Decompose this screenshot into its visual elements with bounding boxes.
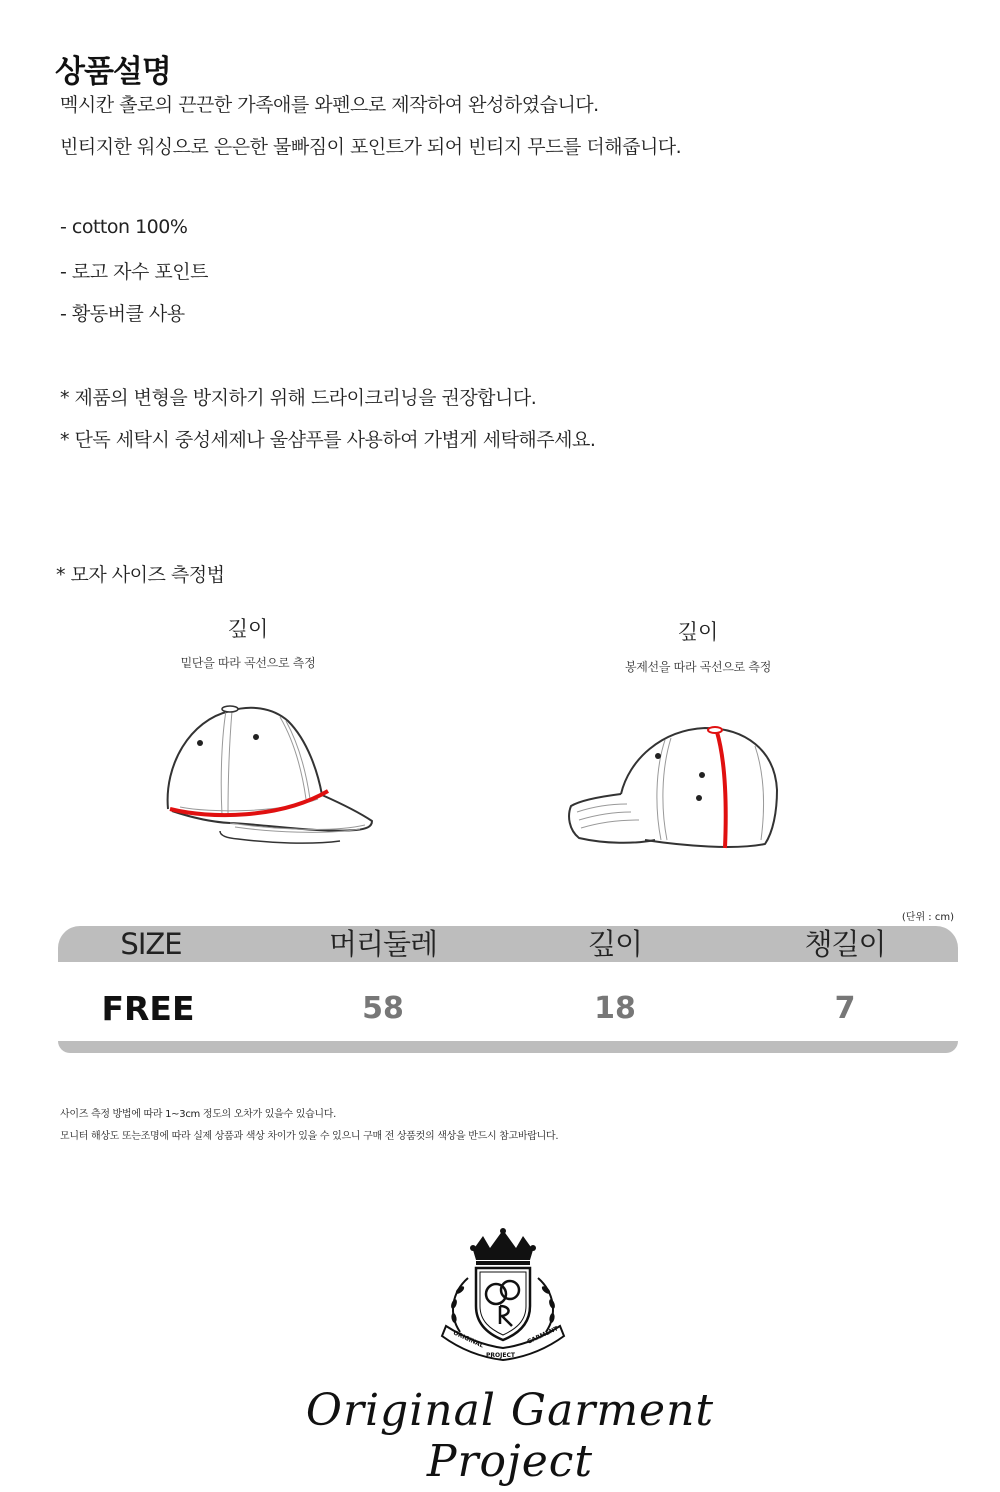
care-note-1: * 제품의 변형을 방지하기 위해 드라이크리닝을 권장합니다. [60, 387, 537, 409]
brand-script-wordmark: Original Garment Project [305, 1385, 715, 1487]
size-header-head-circumference: 머리둘레 [328, 927, 438, 961]
size-note-2: 모니터 해상도 또는조명에 따라 실제 상품과 색상 차이가 있을 수 있으니 구매 전 상품컷의 색상을 반드시 참고바랍니다. [60, 1131, 559, 1142]
emblem-text-project: PROJECT [486, 1352, 515, 1359]
size-value-brim-length: 7 [834, 991, 856, 1026]
size-value-depth: 18 [594, 991, 636, 1026]
emblem-text-garment: GARMENT [526, 1325, 560, 1346]
cap-right-illustration [565, 720, 785, 855]
size-note-1: 사이즈 측정 방법에 따라 1~3cm 정도의 오차가 있을수 있습니다. [60, 1109, 337, 1120]
measure-right-sub: 봉제선을 따라 곡선으로 측정 [624, 660, 772, 674]
unit-label: (단위 : cm) [901, 912, 954, 923]
feature-item-embroidery: - 로고 자수 포인트 [60, 261, 208, 283]
measure-right-label: 깊이 [677, 620, 719, 644]
measure-guide-title: * 모자 사이즈 측정법 [56, 564, 225, 586]
size-table-footer-band [58, 1041, 958, 1053]
description-line-2: 빈티지한 워싱으로 은은한 물빠짐이 포인트가 되어 빈티지 무드를 더해줍니다. [60, 136, 682, 158]
brand-emblem-logo [438, 1228, 568, 1368]
measure-left-sub: 밑단을 따라 곡선으로 측정 [180, 656, 316, 670]
size-header-brim-length: 챙길이 [804, 927, 886, 961]
size-header-depth: 깊이 [587, 927, 643, 961]
feature-item-buckle: - 황동버클 사용 [60, 303, 185, 325]
feature-item-cotton: - cotton 100% [60, 216, 188, 238]
description-line-1: 멕시칸 촐로의 끈끈한 가족애를 와펜으로 제작하여 완성하였습니다. [60, 94, 599, 116]
size-header-size: SIZE [120, 927, 182, 961]
care-note-2: * 단독 세탁시 중성세제나 울샴푸를 사용하여 가볍게 세탁해주세요. [60, 429, 596, 451]
size-value-head-circumference: 58 [362, 991, 404, 1026]
section-title: 상품설명 [55, 54, 171, 90]
measure-left-label: 깊이 [227, 617, 269, 641]
size-value-size: FREE [101, 989, 195, 1028]
cap-left-illustration [160, 695, 380, 870]
emblem-text-original: ORIGINAL [452, 1329, 485, 1350]
